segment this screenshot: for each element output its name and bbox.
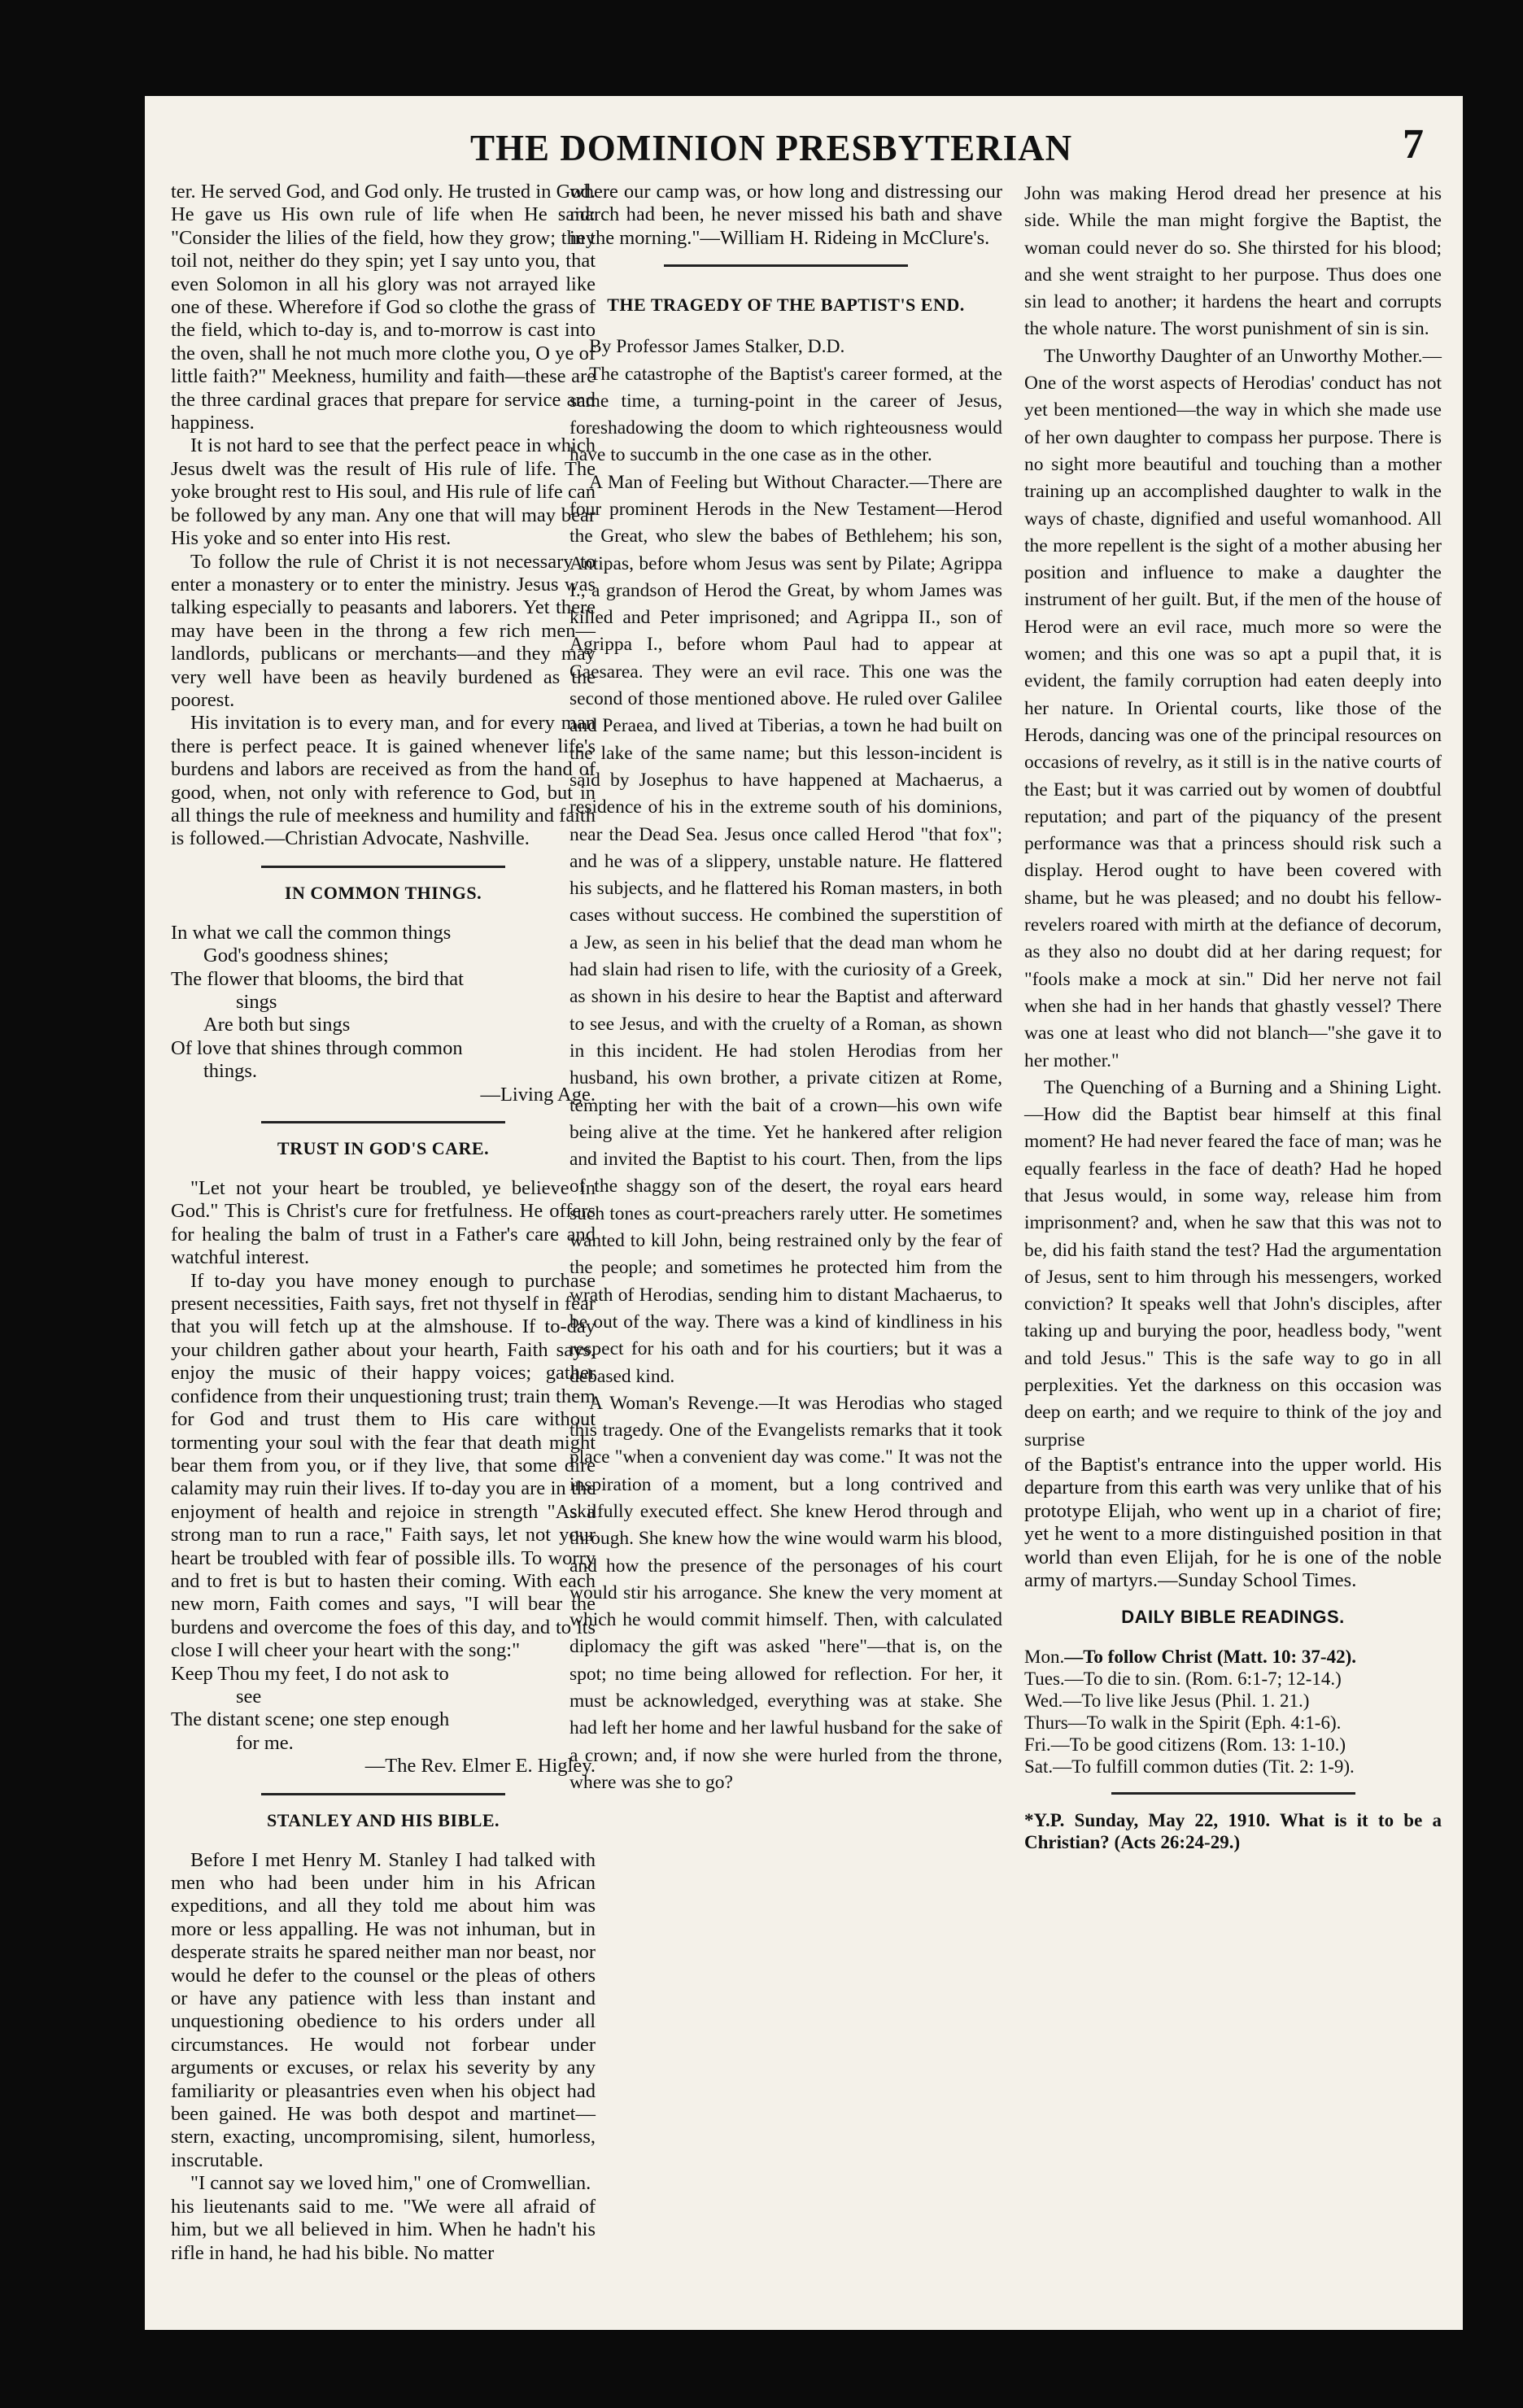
page-number: 7 <box>1403 121 1424 168</box>
article-byline: By Professor James Stalker, D.D. <box>589 336 845 358</box>
reading-text: —To follow Christ (Matt. 10: 37-42). <box>1064 1647 1357 1668</box>
publication-title: THE DOMINION PRESBYTERIAN <box>470 128 1073 168</box>
poem-line: Of love that shines through common <box>171 1036 463 1059</box>
column-2 <box>569 181 1002 1796</box>
readings-heading: DAILY BIBLE READINGS. <box>1121 1607 1345 1628</box>
section-divider <box>1111 1792 1355 1795</box>
reading-text: —To fulfill common duties (Tit. 2: 1-9). <box>1053 1756 1355 1778</box>
poem-heading: IN COMMON THINGS. <box>284 882 482 903</box>
reading-day: Tues. <box>1024 1669 1065 1690</box>
verse-line: Keep Thou my feet, I do not ask to <box>171 1662 449 1685</box>
section-divider <box>261 1121 505 1123</box>
stanley-paragraph: his lieutenants said to me. "We were all afraid of him, but we all believed in him. When he hadn't his rifle in hand, he had his bible. No matter <box>171 2195 596 2264</box>
article-paragraph: John was making Herod dread her presence at his side. While the man might forgive the Baptist, the woman could never do so. She thirsted for his blood; and she went straight to her purpose. Thus does one sin lead to another; it hardens the heart and corrupts the whole nature. The worst punishment of sin is sin. <box>1024 183 1442 340</box>
poem-line: things. <box>203 1060 258 1083</box>
reading-text: —To die to sin. (Rom. 6:1-7; 12-14.) <box>1064 1669 1342 1690</box>
reading-item <box>1024 1690 1442 1712</box>
reading-item <box>1024 1756 1442 1778</box>
stanley-heading: STANLEY AND HIS BIBLE. <box>266 1809 500 1830</box>
readings-list <box>1024 1646 1442 1778</box>
poem <box>171 922 596 1106</box>
article-paragraph: A Man of Feeling but Without Character.—There are four prominent Herods in the New Testament—Herod the Great, who slew the babes of Bethlehem; his son, Antipas, before whom Jesus was sent by Pilate; Agrippa I., a grandson of Herod the Great, by whom James was killed and Peter imprisoned; and Agrippa II., son of Agrippa I., before whom Paul had to appear at Caesarea. They were an evil race. This one was the second of those mentioned above. He ruled over Galilee and Peraea, and lived at Tiberias, a town he had built on the lake of the same name; but this lesson-incident is said by Josephus to have happened at Machaerus, a residence of his in the extreme south of his dominions, near the Dead Sea. Jesus once called Herod "that fox"; and he was of a slippery, unstable nature. He flattered his subjects, and he flattered his Roman masters, in both cases without success. He combined the superstition of a Jew, as seen in his belief that the dead man whom he had slain had risen to life, with the curiosity of a Greek, as shown in his desire to hear the Baptist and afterward to see Jesus, and with the cruelty of a Roman, as shown in this incident. He had stolen Herodias from her husband, his own brother, a private citizen at Rome, tempting her with the bait of a crown—his own wife being alive at the time. Yet he hankered after religion and invited the Baptist to his court. Then, from the lips of the shaggy son of the desert, the royal ears heard such tones as court-preachers rarely utter. He sometimes wanted to kill John, being restrained only by the fear of the people; and sometimes he protected him from the wrath of Herodias, sending him to distant Machaerus, to be out of the way. There was a kind of kindliness in his respect for his oath and for his courtiers; but it was a debased kind. <box>569 471 1002 1387</box>
reading-text: —To be good citizens (Rom. 13: 1-10.) <box>1050 1734 1346 1756</box>
masthead <box>145 120 1463 185</box>
intro-paragraph: To follow the rule of Christ it is not necessary to enter a monastery or to enter the ministry. Jesus was talking especially to peasants and laborers. Yet there may have been in the throng a few rich men—landlords, publicans or merchants—and they may very well have been as heavily burdened as the poorest. <box>171 550 596 711</box>
intro-paragraph: It is not hard to see that the perfect peace in which Jesus dwelt was the result of His rule of life. The yoke brought rest to His soul, and His rule of life can be followed by any man. Any one that will may bear His yoke and so enter into His rest. <box>171 434 596 550</box>
trust-verse <box>171 1663 596 1778</box>
article-paragraph: The catastrophe of the Baptist's career formed, at the same time, a turning-point in the career of Jesus, foreshadowing the doom to which righteousness would have to succumb in the one case as in the other. <box>569 363 1002 466</box>
trust-heading: TRUST IN GOD'S CARE. <box>277 1138 490 1159</box>
section-divider <box>261 866 505 868</box>
verse-line: The distant scene; one step enough <box>171 1708 450 1731</box>
stanley-paragraph: Before I met Henry M. Stanley I had talked with men who had been under him in his African expeditions, and all they told me about him was more or less appalling. He was not inhuman, but in desperate straits he spared neither man nor beast, nor would he defer to the counsel or the pleas of others or have any patience with less than instant and unquestioning obedience to his orders under all circumstances. He would not forbear under arguments or excuses, or relax his severity by any familiarity or pleasantries even when his object had been gained. He was both despot and martinet—stern, exacting, uncompromising, silent, humorless, inscrutable. <box>171 1848 596 2171</box>
verse-line: see <box>236 1685 262 1708</box>
stanley-paragraph: "I cannot say we loved him," one of Cromwellian. <box>190 2172 591 2195</box>
poem-attribution: —Living Age. <box>480 1083 596 1106</box>
section-divider <box>261 1793 505 1795</box>
poem-line: The flower that blooms, the bird that <box>171 967 464 990</box>
reading-item <box>1024 1668 1442 1690</box>
footnote: *Y.P. Sunday, May 22, 1910. What is it to be a Christian? (Acts 26:24-29.) <box>1024 1810 1442 1853</box>
reading-item <box>1024 1712 1442 1734</box>
poem-line: sings <box>236 991 277 1013</box>
reading-item <box>1024 1734 1442 1756</box>
reading-item <box>1024 1646 1442 1668</box>
column-3 <box>1024 181 1442 1853</box>
article-heading: THE TRAGEDY OF THE BAPTIST'S END. <box>607 294 965 316</box>
reading-day: Mon. <box>1024 1647 1065 1668</box>
poem-line: Are both but sings <box>203 1014 351 1036</box>
article-paragraph: The Unworthy Daughter of an Unworthy Mother.—One of the worst aspects of Herodias' conduct has not yet been mentioned—the way in which she made use of her own daughter to compass her purpose. There is no sight more beautiful and touching than a mother training up an accomplished daughter to walk in the ways of chaste, dignified and useful womanhood. All the more repellent is the sight of a mother abusing her position and influence to make a daughter the instrument of her guilt. But, if the men of the house of Herod were an evil race, much more so were the women; and this one was so apt a pupil that, it is evident, the family corruption had eaten deeply into her nature. In Oriental courts, like those of the Herods, dancing was one of the principal resources on occasions of revelry, as it still is in the native courts of the East; but it was carried out by women of doubtful reputation; and part of the piquancy of the present performance was that a princess should risk such a display. Herod ought to have been covered with shame, but he was pleased; and no doubt his fellow-revelers roared with mirth at the defiance of decorum, as they also no doubt did at her daring request; for "fools make a mock at sin." Did her nerve not fail when she had in her hands that ghastly vessel? There was one at least who did not blanch—"she gave it to her mother." <box>1024 345 1442 1071</box>
reading-day: Wed. <box>1024 1690 1063 1712</box>
poem-line: God's goodness shines; <box>203 944 389 967</box>
reading-day: Thurs <box>1024 1712 1068 1734</box>
reading-text: —To live like Jesus (Phil. 1. 21.) <box>1063 1690 1310 1712</box>
article-paragraph: A Woman's Revenge.—It was Herodias who staged this tragedy. One of the Evangelists remarks that it took place "when a convenient day was come." It was not the inspiration of a moment, but a long contrived and skilfully executed effect. She knew Herod through and through. She knew how the wine would warm his blood, and how the presence of the personages of his court would stir his arrogance. She knew the very moment at which he would commit himself. Then, with calculated diplomacy the gift was asked "here"—that is, on the spot; no time being allowed for reflection. For her, it must be acknowledged, everything was at stake. She had left her home and her lawful husband for the sake of a crown; and, if now she were hurled from the throne, where was she to go? <box>569 1392 1002 1793</box>
article-paragraph: of the Baptist's entrance into the upper world. His departure from this earth was very unlike that of his prototype Elijah, who went up in a chariot of fire; yet he went to a more distinguished position in that world than even Elijah, for he is one of the noble army of martyrs.—Sunday School Times. <box>1024 1453 1442 1591</box>
continued-paragraph: where our camp was, or how long and distressing our march had been, he never missed his bath and shave in the morning."—William H. Rideing in McClure's. <box>569 181 1002 249</box>
reading-day: Fri. <box>1024 1734 1051 1756</box>
reading-day: Sat. <box>1024 1756 1054 1778</box>
newspaper-page <box>145 96 1463 2330</box>
trust-paragraph: If to-day you have money enough to purchase present necessities, Faith says, fret not thyself in fear that you will fetch up at the almshouse. If to-day your children gather about your hearth, Faith says, enjoy the music of their happy voices; gather confidence from their unquestioning trust; train them for God and trust them to His care without tormenting your soul with the fear that death might bear them from you, or if they live, that some dire calamity may ruin their lives. If to-day you are in the enjoyment of health and rejoice in strength "As a strong man to run a race," Faith says, let not your heart be troubled with fear of possible ills. To worry and to fret is but to hasten their coming. With each new morn, Faith comes and says, "I will bear the burdens and overcome the foes of this day, and to its close I will cheer your heart with the song:" <box>171 1269 596 1662</box>
verse-line: for me. <box>236 1731 294 1754</box>
intro-paragraph: His invitation is to every man, and for every man there is perfect peace. It is gained whenever life's burdens and labors are received as from the hand of good, when, not only with reference to God, but in all things the rule of meekness and humility and faith is followed.—Christian Advocate, Nashville. <box>171 712 596 850</box>
intro-paragraph: ter. He served God, and God only. He trusted in God. He gave us His own rule of life when He said: "Consider the lilies of the field, how they grow; they toil not, neither do they spin; yet I say unto you, that even Solomon in all his glory was not arrayed like one of these. Wherefore if God so clothe the grass of the field, which to-day is, and to-morrow is cast into the oven, shall he not much more clothe you, O ye of little faith?" Meekness, humility and faith—these are the three cardinal graces that prepare for service and happiness. <box>171 181 596 434</box>
section-divider <box>664 264 908 267</box>
reading-text: —To walk in the Spirit (Eph. 4:1-6). <box>1067 1712 1342 1734</box>
trust-attribution: —The Rev. Elmer E. Higley. <box>364 1755 596 1778</box>
trust-paragraph: "Let not your heart be troubled, ye believe in God." This is Christ's cure for fretfulness. He offers for healing the balm of trust in a Father's care and watchful interest. <box>171 1177 596 1269</box>
poem-line: In what we call the common things <box>171 921 452 944</box>
article-paragraph: The Quenching of a Burning and a Shining Light.—How did the Baptist bear himself at this final moment? He had never feared the face of man; was he equally fearless in the face of death? Had he hoped that Jesus would, in some way, release him from imprisonment? and, when he saw that this was not to be, did his faith stand the test? Had the argumentation of Jesus, sent to him through his messengers, worked conviction? It speaks well that John's disciples, after taking up and burying the poor, headless body, "went and told Jesus." This is the safe way to go in all perplexities. Yet the darkness on this occasion was deep on earth; and we require to think of the joy and surprise <box>1024 1076 1442 1450</box>
column-1 <box>171 181 596 2265</box>
